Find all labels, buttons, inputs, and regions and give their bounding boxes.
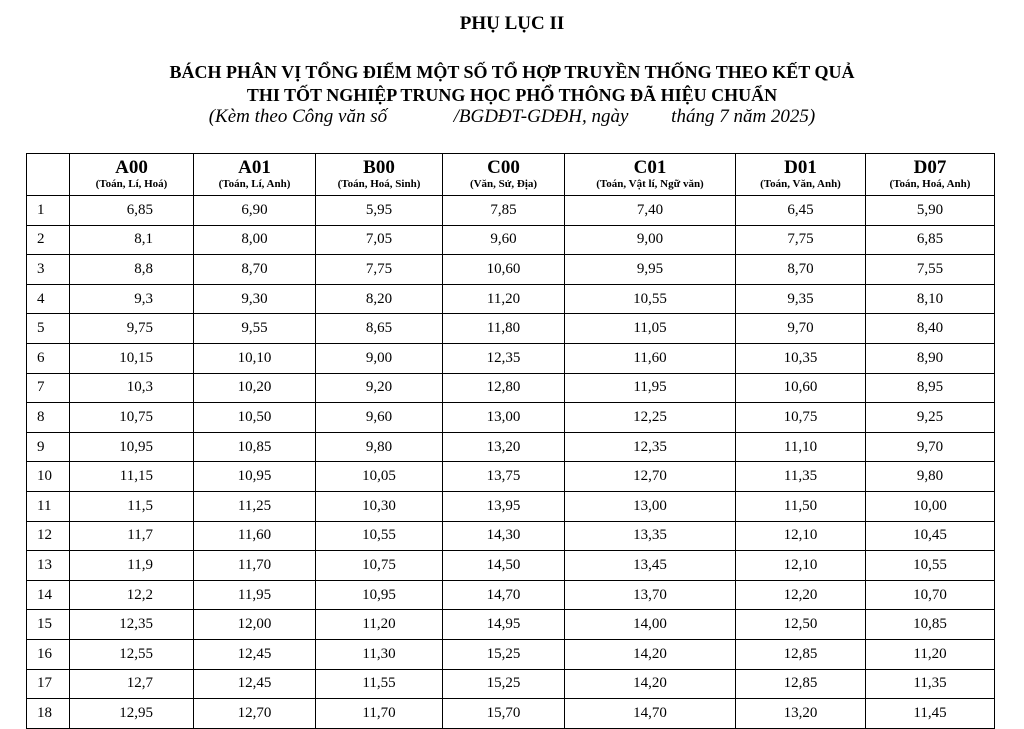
column-subjects: (Toán, Vật lí, Ngữ văn): [596, 178, 704, 190]
cell-b00: 11,70: [316, 699, 443, 729]
cell-d07: 9,80: [866, 462, 995, 492]
cell-c00: 15,25: [443, 639, 565, 669]
row-index: 4: [27, 284, 70, 314]
column-code: C01: [633, 157, 667, 178]
cell-c01: 12,70: [565, 462, 736, 492]
cell-d07: 10,00: [866, 491, 995, 521]
cell-d01: 12,20: [736, 580, 866, 610]
cell-a01: 8,70: [194, 255, 316, 285]
cell-c00: 15,25: [443, 669, 565, 699]
cell-d01: 11,35: [736, 462, 866, 492]
cell-d01: 9,35: [736, 284, 866, 314]
cell-c01: 10,55: [565, 284, 736, 314]
table-row: [27, 491, 995, 521]
table-row: [27, 343, 995, 373]
cell-d07: 10,55: [866, 551, 995, 581]
cell-a01: 10,10: [194, 343, 316, 373]
cell-c00: 12,80: [443, 373, 565, 403]
cell-c00: 13,00: [443, 403, 565, 433]
table-row: [27, 196, 995, 226]
cell-b00: 11,20: [316, 610, 443, 640]
percentile-table: [26, 153, 995, 729]
table-row: [27, 521, 995, 551]
cell-c00: 14,95: [443, 610, 565, 640]
cell-c01: 11,60: [565, 343, 736, 373]
cell-a01: 11,70: [194, 551, 316, 581]
table-row: [27, 255, 995, 285]
cell-c01: 14,20: [565, 669, 736, 699]
cell-a01: 10,20: [194, 373, 316, 403]
row-index: 8: [27, 403, 70, 433]
column-code: B00: [363, 157, 395, 178]
cell-b00: 11,30: [316, 639, 443, 669]
cell-d01: 10,60: [736, 373, 866, 403]
column-header-d01: [736, 154, 866, 196]
cell-d01: 12,85: [736, 669, 866, 699]
cell-a01: 12,45: [194, 669, 316, 699]
cell-c00: 11,80: [443, 314, 565, 344]
table-row: [27, 462, 995, 492]
cell-c00: 14,30: [443, 521, 565, 551]
column-subjects: (Toán, Hoá, Anh): [889, 178, 971, 190]
cell-b00: 10,30: [316, 491, 443, 521]
cell-d07: 11,45: [866, 699, 995, 729]
row-index: 5: [27, 314, 70, 344]
row-index: 12: [27, 521, 70, 551]
cell-b00: 10,05: [316, 462, 443, 492]
cell-a00: 6,85: [70, 196, 194, 226]
table-row: [27, 669, 995, 699]
cell-c01: 12,35: [565, 432, 736, 462]
cell-d07: 11,20: [866, 639, 995, 669]
table-row: [27, 314, 995, 344]
column-header-a00: [70, 154, 194, 196]
cell-c00: 14,70: [443, 580, 565, 610]
cell-d01: 7,75: [736, 225, 866, 255]
cell-c01: 13,35: [565, 521, 736, 551]
cell-c00: 13,95: [443, 491, 565, 521]
column-subjects: (Văn, Sử, Địa): [469, 178, 538, 190]
row-index: 2: [27, 225, 70, 255]
table-row: [27, 551, 995, 581]
cell-d01: 12,10: [736, 521, 866, 551]
cell-d07: 8,40: [866, 314, 995, 344]
cell-c00: 7,85: [443, 196, 565, 226]
cell-c01: 14,00: [565, 610, 736, 640]
cell-c01: 13,70: [565, 580, 736, 610]
cell-a01: 11,60: [194, 521, 316, 551]
row-index: 16: [27, 639, 70, 669]
row-index: 14: [27, 580, 70, 610]
cell-d01: 9,70: [736, 314, 866, 344]
cell-d01: 8,70: [736, 255, 866, 285]
cell-c00: 13,20: [443, 432, 565, 462]
table-row: [27, 639, 995, 669]
title-line-1: BÁCH PHÂN VỊ TỔNG ĐIỂM MỘT SỐ TỔ HỢP TRUYỀN THỐNG THEO KẾT QUẢ: [169, 62, 855, 82]
cell-c00: 9,60: [443, 225, 565, 255]
cell-a00: 8,8: [70, 255, 194, 285]
cell-c01: 9,95: [565, 255, 736, 285]
table-row: [27, 284, 995, 314]
cell-d07: 7,55: [866, 255, 995, 285]
table-row: [27, 225, 995, 255]
table-row: [27, 610, 995, 640]
table-row: [27, 699, 995, 729]
cell-a00: 12,2: [70, 580, 194, 610]
cell-a00: 10,95: [70, 432, 194, 462]
cell-c00: 15,70: [443, 699, 565, 729]
cell-d01: 6,45: [736, 196, 866, 226]
cell-d07: 8,95: [866, 373, 995, 403]
cell-b00: 9,80: [316, 432, 443, 462]
cell-b00: 9,00: [316, 343, 443, 373]
cell-d01: 10,35: [736, 343, 866, 373]
cell-c01: 7,40: [565, 196, 736, 226]
cell-c01: 13,00: [565, 491, 736, 521]
cell-d01: 11,50: [736, 491, 866, 521]
cell-d01: 12,85: [736, 639, 866, 669]
column-code: A01: [238, 157, 271, 178]
column-subjects: (Toán, Hoá, Sinh): [337, 178, 421, 190]
cell-d07: 9,70: [866, 432, 995, 462]
cell-b00: 11,55: [316, 669, 443, 699]
cell-b00: 8,20: [316, 284, 443, 314]
cell-d07: 6,85: [866, 225, 995, 255]
cell-b00: 9,60: [316, 403, 443, 433]
title-line-2: THI TỐT NGHIỆP TRUNG HỌC PHỔ THÔNG ĐÃ HIỆU CHUẨN: [246, 85, 778, 105]
cell-a01: 11,25: [194, 491, 316, 521]
column-header-a01: [194, 154, 316, 196]
cell-a01: 12,00: [194, 610, 316, 640]
cell-a01: 10,95: [194, 462, 316, 492]
cell-d07: 8,90: [866, 343, 995, 373]
cell-a01: 9,30: [194, 284, 316, 314]
cell-d01: 12,10: [736, 551, 866, 581]
row-index: 18: [27, 699, 70, 729]
row-index: 6: [27, 343, 70, 373]
cell-a01: 12,45: [194, 639, 316, 669]
cell-b00: 8,65: [316, 314, 443, 344]
cell-a00: 12,7: [70, 669, 194, 699]
table-body: [27, 196, 995, 729]
cell-a01: 9,55: [194, 314, 316, 344]
cell-a01: 8,00: [194, 225, 316, 255]
cell-c01: 9,00: [565, 225, 736, 255]
cell-b00: 10,55: [316, 521, 443, 551]
row-index: 9: [27, 432, 70, 462]
cell-a01: 12,70: [194, 699, 316, 729]
cell-a00: 12,35: [70, 610, 194, 640]
column-header-c01: [565, 154, 736, 196]
table-row: [27, 580, 995, 610]
column-subjects: (Toán, Lí, Anh): [218, 178, 291, 190]
cell-a00: 9,75: [70, 314, 194, 344]
cell-a00: 11,5: [70, 491, 194, 521]
cell-d07: 10,45: [866, 521, 995, 551]
cell-a00: 12,55: [70, 639, 194, 669]
column-code: D07: [913, 157, 947, 178]
column-subjects: (Toán, Lí, Hoá): [95, 178, 168, 190]
cell-c01: 14,20: [565, 639, 736, 669]
cell-c00: 14,50: [443, 551, 565, 581]
row-index: 11: [27, 491, 70, 521]
cell-c01: 13,45: [565, 551, 736, 581]
row-index: 3: [27, 255, 70, 285]
cell-a01: 6,90: [194, 196, 316, 226]
column-header-c00: [443, 154, 565, 196]
cell-d01: 10,75: [736, 403, 866, 433]
cell-a00: 11,15: [70, 462, 194, 492]
cell-d01: 11,10: [736, 432, 866, 462]
row-index: 1: [27, 196, 70, 226]
cell-b00: 10,75: [316, 551, 443, 581]
column-header-b00: [316, 154, 443, 196]
cell-a00: 10,75: [70, 403, 194, 433]
row-index: 17: [27, 669, 70, 699]
cell-d07: 8,10: [866, 284, 995, 314]
column-code: C00: [487, 157, 520, 178]
cell-c01: 11,05: [565, 314, 736, 344]
cell-a00: 8,1: [70, 225, 194, 255]
cell-a01: 10,50: [194, 403, 316, 433]
subtitle-reference: (Kèm theo Công văn số /BGDĐT-GDĐH, ngày tháng 7 năm 2025): [208, 106, 816, 127]
cell-a00: 9,3: [70, 284, 194, 314]
table-row: [27, 373, 995, 403]
cell-a00: 10,15: [70, 343, 194, 373]
cell-a01: 10,85: [194, 432, 316, 462]
table-row: [27, 403, 995, 433]
cell-d01: 13,20: [736, 699, 866, 729]
cell-d07: 10,85: [866, 610, 995, 640]
column-code: A00: [115, 157, 148, 178]
cell-a00: 12,95: [70, 699, 194, 729]
cell-d07: 10,70: [866, 580, 995, 610]
cell-b00: 7,75: [316, 255, 443, 285]
row-index: 10: [27, 462, 70, 492]
row-index: 7: [27, 373, 70, 403]
cell-d07: 5,90: [866, 196, 995, 226]
cell-d01: 12,50: [736, 610, 866, 640]
cell-c01: 11,95: [565, 373, 736, 403]
cell-d07: 11,35: [866, 669, 995, 699]
cell-b00: 5,95: [316, 196, 443, 226]
cell-a00: 11,7: [70, 521, 194, 551]
table-header-row: [27, 154, 995, 196]
header-index: [27, 154, 70, 196]
cell-c00: 12,35: [443, 343, 565, 373]
column-header-d07: [866, 154, 995, 196]
column-subjects: (Toán, Văn, Anh): [760, 178, 841, 190]
appendix-label: PHỤ LỤC II: [459, 13, 565, 34]
cell-c00: 11,20: [443, 284, 565, 314]
cell-c01: 14,70: [565, 699, 736, 729]
cell-a01: 11,95: [194, 580, 316, 610]
cell-c01: 12,25: [565, 403, 736, 433]
cell-b00: 9,20: [316, 373, 443, 403]
cell-c00: 10,60: [443, 255, 565, 285]
cell-c00: 13,75: [443, 462, 565, 492]
cell-b00: 7,05: [316, 225, 443, 255]
row-index: 13: [27, 551, 70, 581]
cell-a00: 11,9: [70, 551, 194, 581]
column-code: D01: [784, 157, 817, 178]
table-row: [27, 432, 995, 462]
cell-d07: 9,25: [866, 403, 995, 433]
cell-a00: 10,3: [70, 373, 194, 403]
cell-b00: 10,95: [316, 580, 443, 610]
row-index: 15: [27, 610, 70, 640]
